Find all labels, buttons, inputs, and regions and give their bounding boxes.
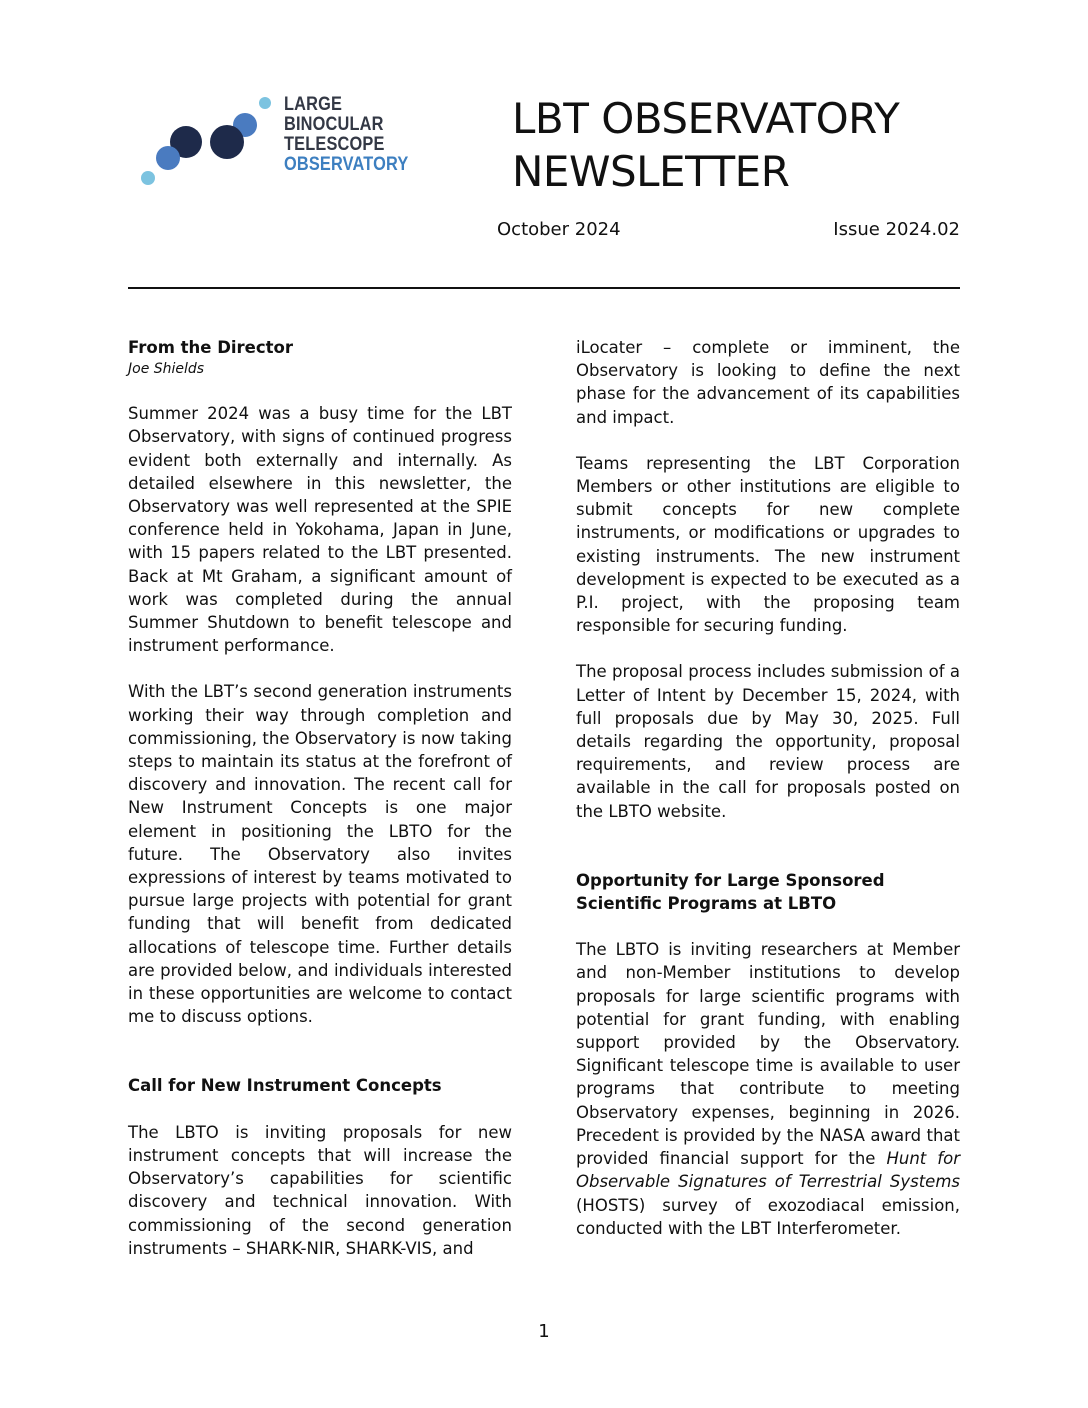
page-number: 1 [538,1321,550,1342]
issue-date: October 2024 [497,219,621,240]
logo-line: BINOCULAR [284,114,384,135]
logo-dots-icon [138,92,288,192]
section-heading: From the Director [128,338,294,357]
paragraph: Summer 2024 was a busy time for the LBT Observatory, with signs of continued progress evident both externally and internally. As detailed elsewhere in this newsletter, the Observatory was well represented at the SPIE conference held in Yokohama, Japan in June, with 15 papers related to the LBT presented. Back at Mt Graham, a significant amount of work was completed during the annual Summer Shutdown to benefit telescope and instrument performance. [128,404,512,656]
right-column [576,336,960,1263]
paragraph: With the LBT’s second generation instruments working their way through completion and commissioning, the Observatory is now taking steps to maintain its status at the forefront of discovery and innovation. The recent call for New Instrument Concepts is one major element in positioning the LBTO for the future. The Observatory also invites expressions of interest by teams motivated to pursue large projects with potential for grant funding that will benefit from dedicated allocations of telescope time. Further details are provided below, and individuals interested in these opportunities are welcome to contact me to discuss options. [128,682,512,1027]
logo-line: LARGE [284,94,343,115]
section-heading: Opportunity for Large Sponsored Scientific Programs at LBTO [576,870,885,914]
issue-number: Issue 2024.02 [833,219,960,240]
spacer [576,846,960,869]
paragraph: The proposal process includes submission of a Letter of Intent by December 15, 2024, with full proposals due by May 30, 2025. Full details regarding the opportunity, proposal requirements, and review process are available in the call for proposals posted on the LBTO website. [576,662,960,821]
paragraph-text: (HOSTS) survey of exozodiacal emission, conducted with the LBT Interferometer. [576,1195,960,1238]
title-line: NEWSLETTER [512,147,790,196]
paragraph-text: The LBTO is inviting researchers at Member and non-Member institutions to develop proposals for large scientific programs with potential for grant funding, with enabling support provided by the Observatory. Significant telescope time is available to user programs that contribute to meeting Observatory expenses, beginning in 2026. Precedent is provided by the NASA award that provided financial support for the [576,940,960,1169]
left-column [128,336,512,1283]
paragraph [576,938,960,1240]
paragraph: Teams representing the LBT Corporation Members or other institutions are eligible to submit concepts for new complete instruments, or modifications or upgrades to existing instruments. The new instrument development is expected to be executed as a P.I. project, with the proposing team responsible for securing funding. [576,453,960,636]
logo-line: TELESCOPE [284,134,385,155]
author-name: Joe Shields [128,361,205,378]
newsletter-title [512,92,972,198]
italic-title: Hunt for Observable Signatures of Terrestrial Systems [576,1149,960,1192]
logo-line: OBSERVATORY [284,154,409,175]
title-line: LBT OBSERVATORY [512,94,900,143]
header-divider [128,287,960,289]
section-heading: Call for New Instrument Concepts [128,1076,442,1096]
paragraph: The LBTO is inviting proposals for new instrument concepts that will increase the Observatory’s capabilities for scientific discovery and technical innovation. With commissioning of the second generation instruments – SHARK-NIR, SHARK-VIS, and [128,1122,512,1258]
logo-wordmark [284,95,408,175]
spacer [128,1051,512,1074]
paragraph: iLocater – complete or imminent, the Observatory is looking to define the next phase for the advancement of its capabilities and impact. [576,338,960,427]
lbto-logo [138,92,438,192]
